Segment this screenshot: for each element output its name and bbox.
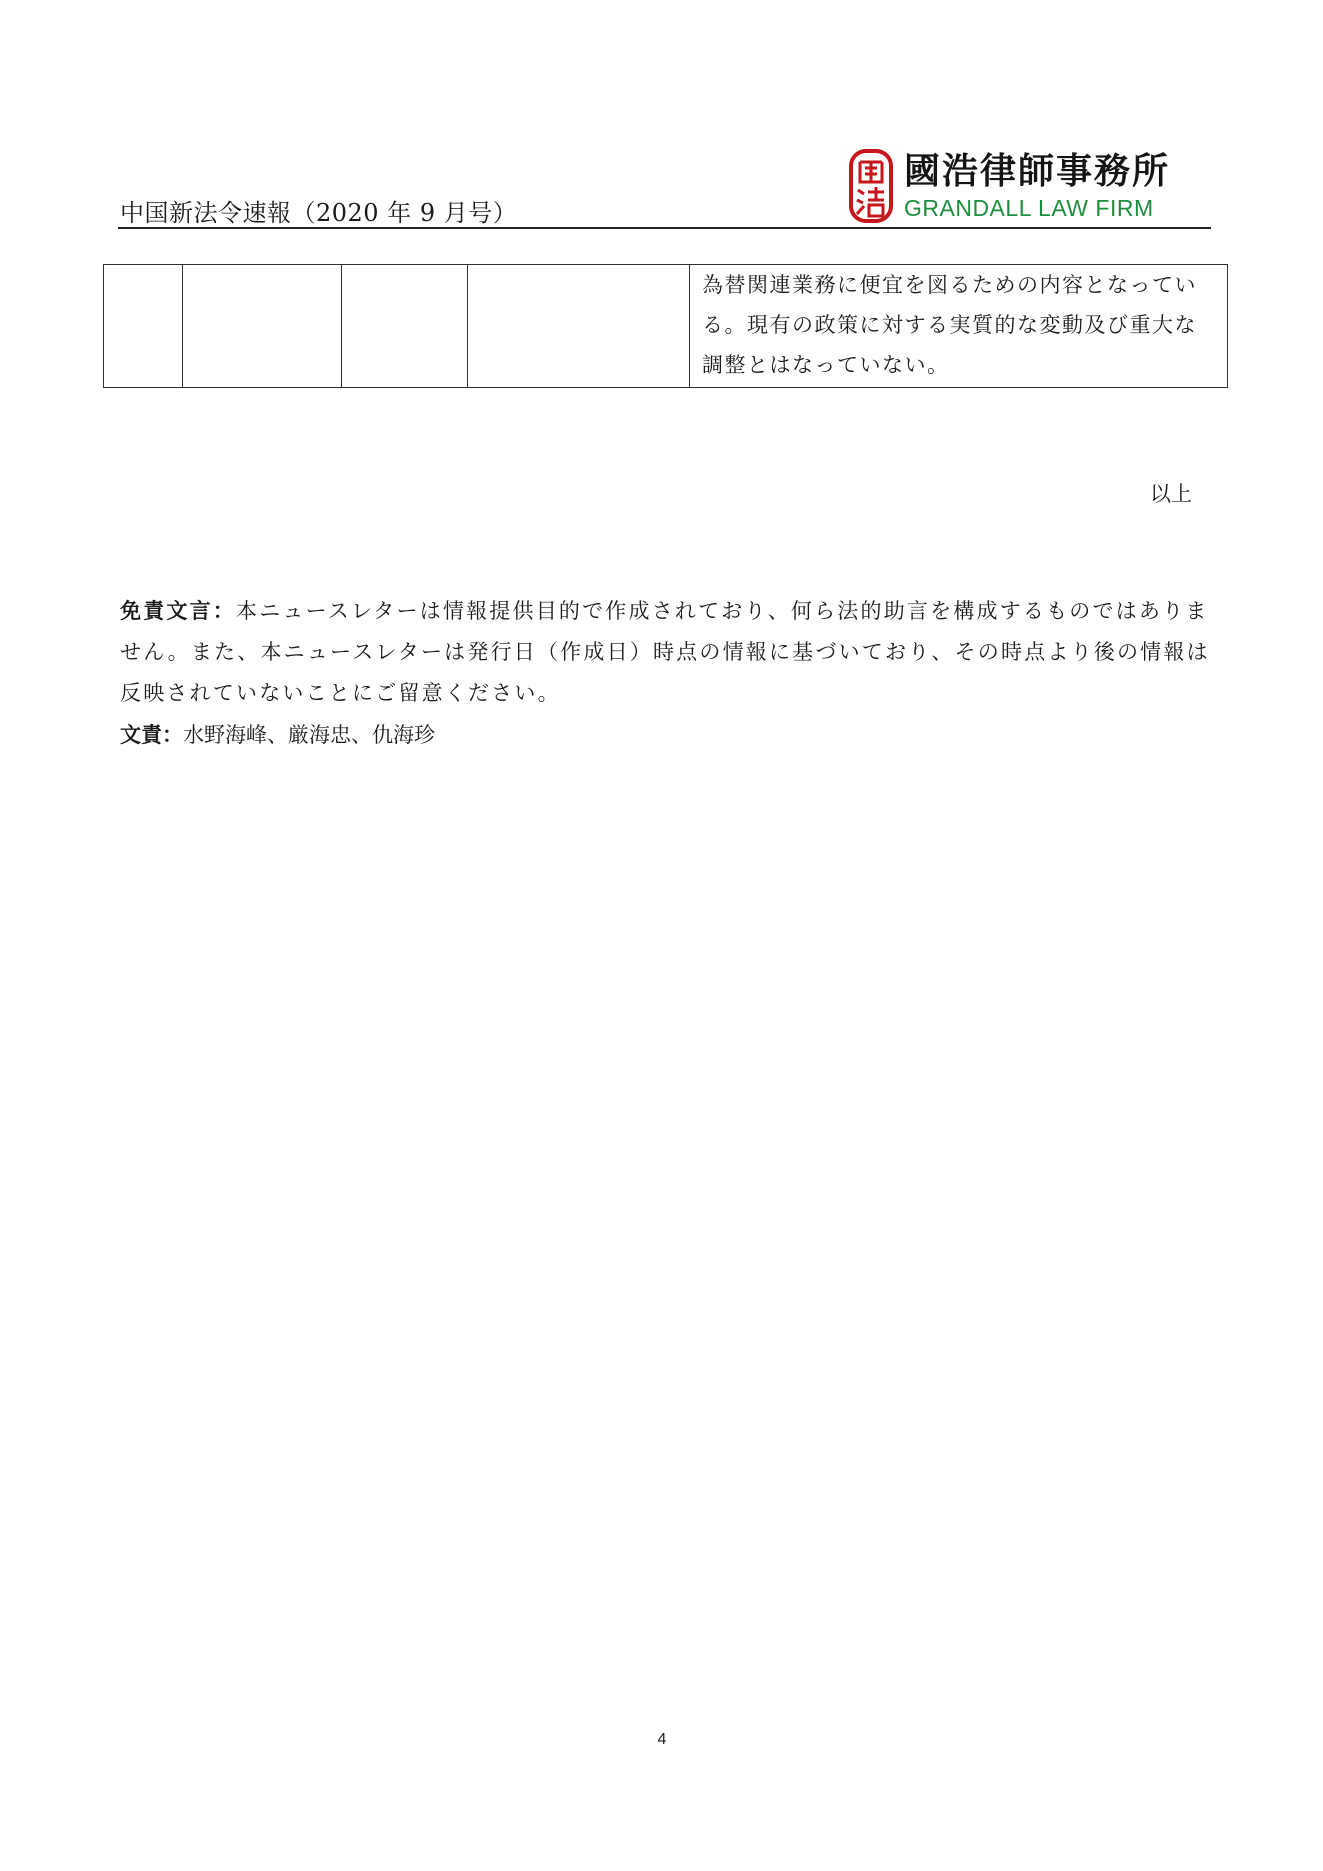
logo-english-name: GRANDALL LAW FIRM xyxy=(904,195,1154,221)
author-names: 水野海峰、厳海忠、仇海珍 xyxy=(183,723,435,747)
newsletter-title: 中国新法令速報（2020 年 9 月号） xyxy=(120,199,518,227)
disclaimer-paragraph xyxy=(120,591,1210,714)
author-label: 文責： xyxy=(120,723,183,747)
seal-icon xyxy=(848,148,894,224)
disclaimer-text: 本ニュースレターは情報提供目的で作成されており、何ら法的助言を構成するものではありません。また、本ニュースレターは発行日（作成日）時点の情報に基づいており、その時点より後の情報は反映されていないことにご留意ください。 xyxy=(120,599,1210,705)
table-cell-empty xyxy=(342,265,468,388)
table-cell-empty xyxy=(104,265,183,388)
continued-table xyxy=(103,264,1228,388)
author-line xyxy=(120,715,435,756)
closing-mark: 以上 xyxy=(1150,482,1192,506)
table-cell-empty xyxy=(183,265,342,388)
grandall-logo xyxy=(848,146,1170,226)
disclaimer-label: 免責文言： xyxy=(120,599,236,623)
table-cell-empty xyxy=(468,265,690,388)
logo-chinese-name: 國浩律師事務所 xyxy=(904,151,1171,192)
header-divider xyxy=(118,227,1211,229)
page-number: 4 xyxy=(657,1731,667,1748)
table-cell-description xyxy=(690,265,1228,388)
table-row xyxy=(104,265,1228,388)
description-text: 為替関連業務に便宜を図るための内容となっている。現有の政策に対する実質的な変動及び重大な調整とはなっていない。 xyxy=(702,273,1197,377)
